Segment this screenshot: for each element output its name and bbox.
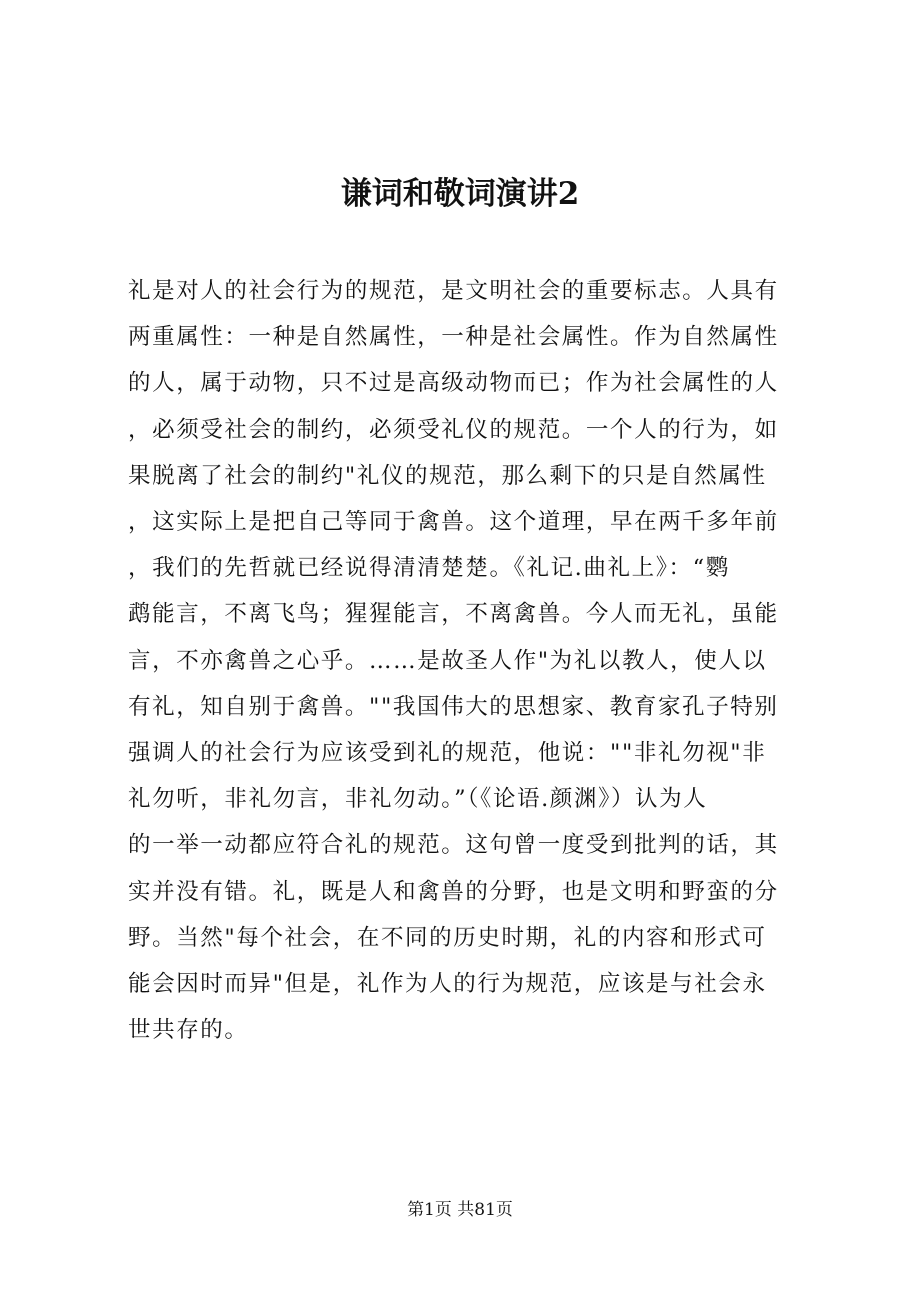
body-line: 能会因时而异"但是，礼作为人的行为规范，应该是与社会永 — [128, 971, 767, 998]
body-line: 礼勿听，非礼勿言，非礼勿动。”（《论语.颜渊》）认为人 — [128, 786, 708, 813]
body-line: ，必须受社会的制约，必须受礼仪的规范。一个人的行为，如 — [128, 416, 779, 443]
body-line: 强调人的社会行为应该受到礼的规范，他说：""非礼勿视"非 — [128, 740, 767, 767]
body-line: 有礼，知自别于禽兽。""我国伟大的思想家、教育家孔子特别 — [128, 693, 779, 720]
body-line: ，这实际上是把自己等同于禽兽。这个道理，早在两千多年前 — [128, 509, 779, 536]
body-line: 礼是对人的社会行为的规范，是文明社会的重要标志。人具有 — [128, 278, 779, 304]
page-footer: 第1页 共81页 — [407, 1200, 513, 1220]
body-line: 果脱离了社会的制约"礼仪的规范，那么剩下的只是自然属性 — [128, 462, 767, 489]
document-title: 谦词和敬词演讲2 — [340, 176, 580, 212]
body-line: 两重属性：一种是自然属性，一种是社会属性。作为自然属性 — [128, 324, 779, 351]
body-line: 的一举一动都应符合礼的规范。这句曾一度受到批判的话，其 — [128, 832, 779, 859]
body-line: 实并没有错。礼，既是人和禽兽的分野，也是文明和野蛮的分 — [128, 878, 779, 905]
document-body — [128, 268, 794, 1053]
body-line: ，我们的先哲就已经说得清清楚楚。《礼记.曲礼上》：“鹦 — [128, 555, 730, 582]
body-line: 的人，属于动物，只不过是高级动物而已；作为社会属性的人 — [128, 370, 779, 397]
body-line: 言，不亦禽兽之心乎。……是故圣人作"为礼以教人，使人以 — [128, 647, 767, 674]
body-line: 鹉能言，不离飞鸟；猩猩能言，不离禽兽。今人而无礼，虽能 — [128, 601, 779, 628]
body-line: 世共存的。 — [128, 1017, 249, 1044]
body-line: 野。当然"每个社会，在不同的历史时期，礼的内容和形式可 — [128, 924, 767, 951]
